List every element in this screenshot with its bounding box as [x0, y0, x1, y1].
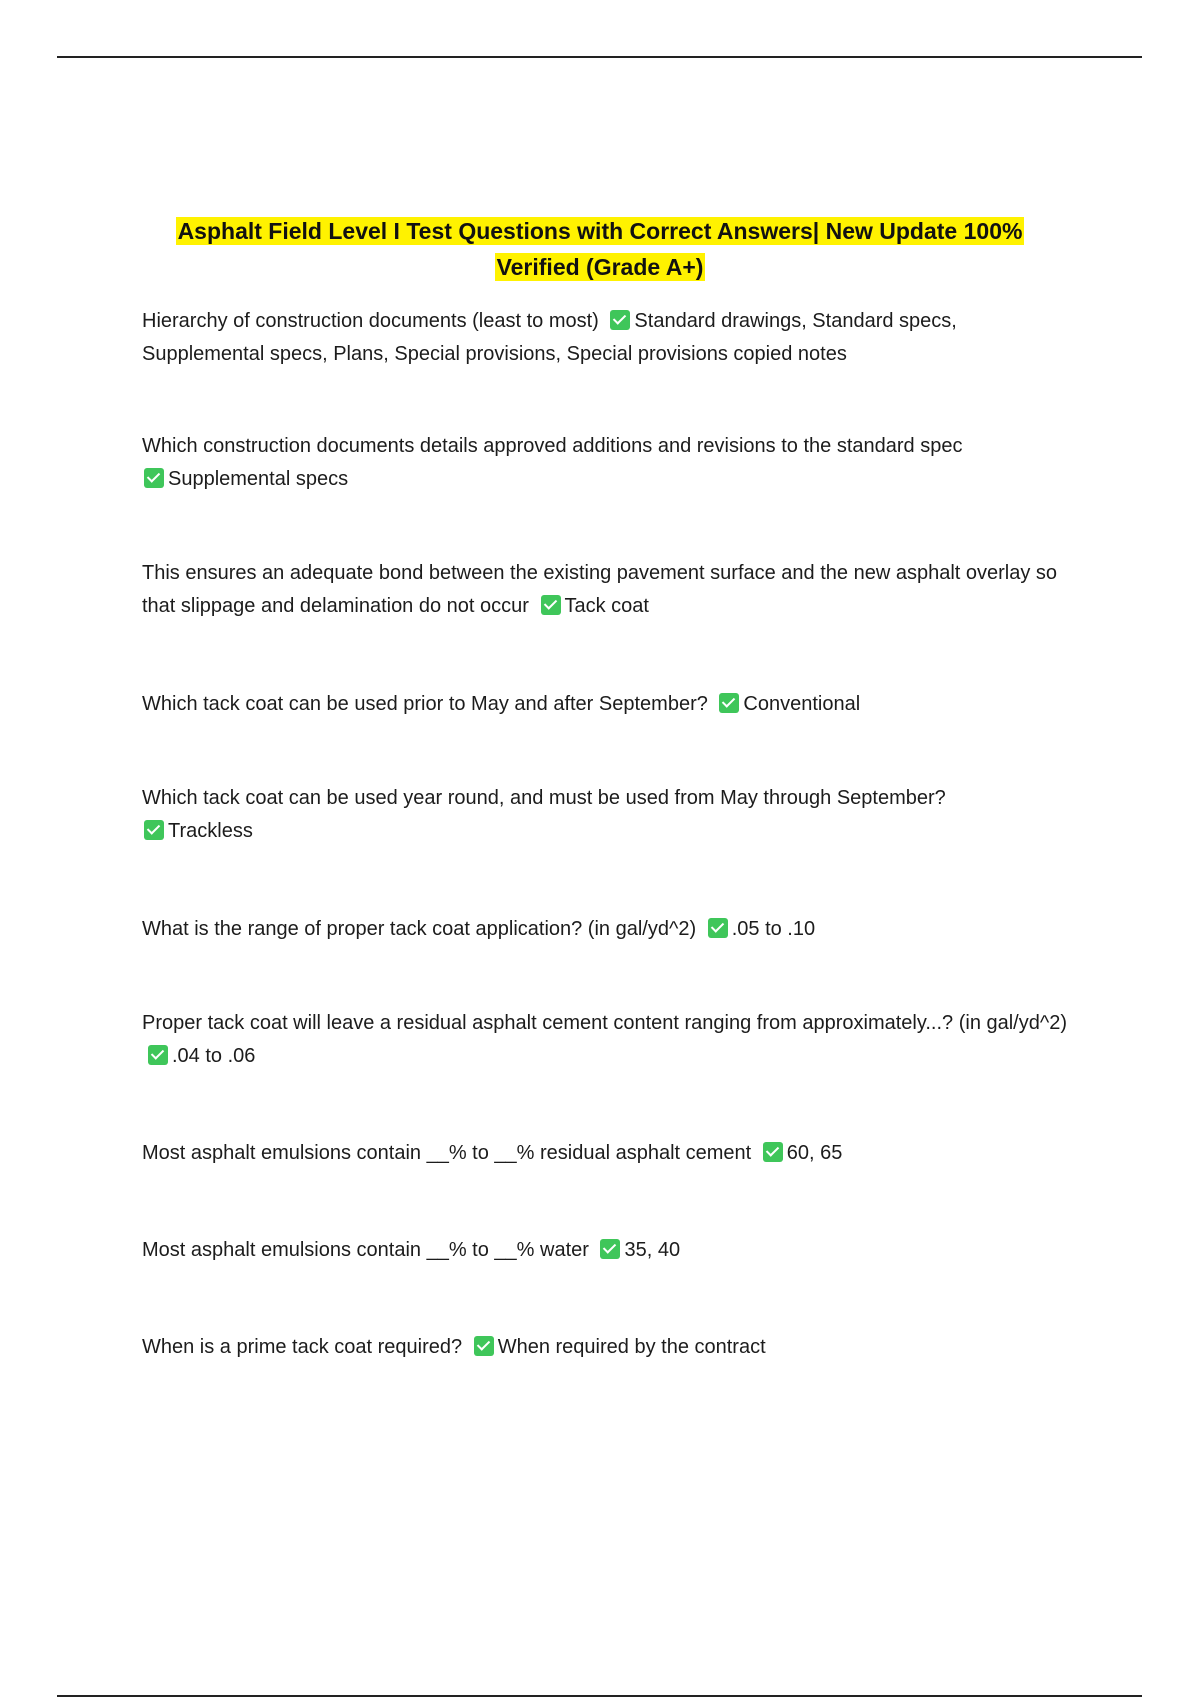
- qa-item: [142, 688, 1072, 721]
- check-mark-icon: [144, 468, 164, 488]
- answer-text: 60, 65: [786, 1142, 843, 1164]
- check-mark-icon: [148, 1045, 168, 1065]
- question-text: Most asphalt emulsions contain __% to __% water: [142, 1239, 589, 1261]
- check-mark-icon: [763, 1142, 783, 1162]
- check-mark-icon: [719, 693, 739, 713]
- qa-item: [142, 430, 1072, 496]
- check-mark-icon: [144, 820, 164, 840]
- qa-item: [142, 1331, 1072, 1364]
- question-text: Which tack coat can be used prior to May and after September?: [142, 693, 708, 715]
- footer-rule: [57, 1695, 1142, 1697]
- check-mark-icon: [474, 1336, 494, 1356]
- question-text: When is a prime tack coat required?: [142, 1336, 463, 1358]
- answer-text: Conventional: [743, 693, 861, 715]
- title-line-2: Verified (Grade A+): [496, 254, 704, 280]
- qa-item: [142, 1234, 1072, 1267]
- question-text: Which construction documents details approved additions and revisions to the standard spec: [142, 435, 963, 457]
- qa-item: [142, 1007, 1072, 1073]
- question-text: Most asphalt emulsions contain __% to __% residual asphalt cement: [142, 1142, 752, 1164]
- check-mark-icon: [600, 1239, 620, 1259]
- question-text: Proper tack coat will leave a residual asphalt cement content ranging from approximately...? (in gal/yd^2): [142, 1012, 1068, 1034]
- qa-item: [142, 782, 1072, 848]
- check-mark-icon: [708, 918, 728, 938]
- question-text: Which tack coat can be used year round, and must be used from May through September?: [142, 787, 946, 809]
- answer-text: Trackless: [168, 820, 253, 842]
- answer-text: When required by the contract: [497, 1336, 766, 1358]
- qa-item: [142, 305, 1072, 371]
- question-text: Hierarchy of construction documents (least to most): [142, 310, 599, 332]
- question-text: What is the range of proper tack coat application? (in gal/yd^2): [142, 918, 697, 940]
- answer-text: Tack coat: [564, 595, 649, 617]
- answer-text: .05 to .10: [731, 918, 816, 940]
- document-title: [100, 213, 1100, 285]
- check-mark-icon: [610, 310, 630, 330]
- check-mark-icon: [541, 595, 561, 615]
- answer-text: Supplemental specs: [168, 468, 349, 490]
- qa-item: [142, 913, 1072, 946]
- answer-text: Standard drawings, Standard specs, Supplemental specs, Plans, Special provisions, Special provisions copied notes: [142, 310, 957, 365]
- title-line-1: Asphalt Field Level I Test Questions with Correct Answers| New Update 100%: [177, 218, 1023, 244]
- answer-text: .04 to .06: [172, 1045, 256, 1067]
- question-text: This ensures an adequate bond between the existing pavement surface and the new asphalt overlay so that slippage and delamination do not occur: [142, 562, 1058, 617]
- answer-text: 35, 40: [624, 1239, 681, 1261]
- qa-item: [142, 1137, 1072, 1170]
- qa-item: [142, 557, 1072, 623]
- header-rule: [57, 56, 1142, 58]
